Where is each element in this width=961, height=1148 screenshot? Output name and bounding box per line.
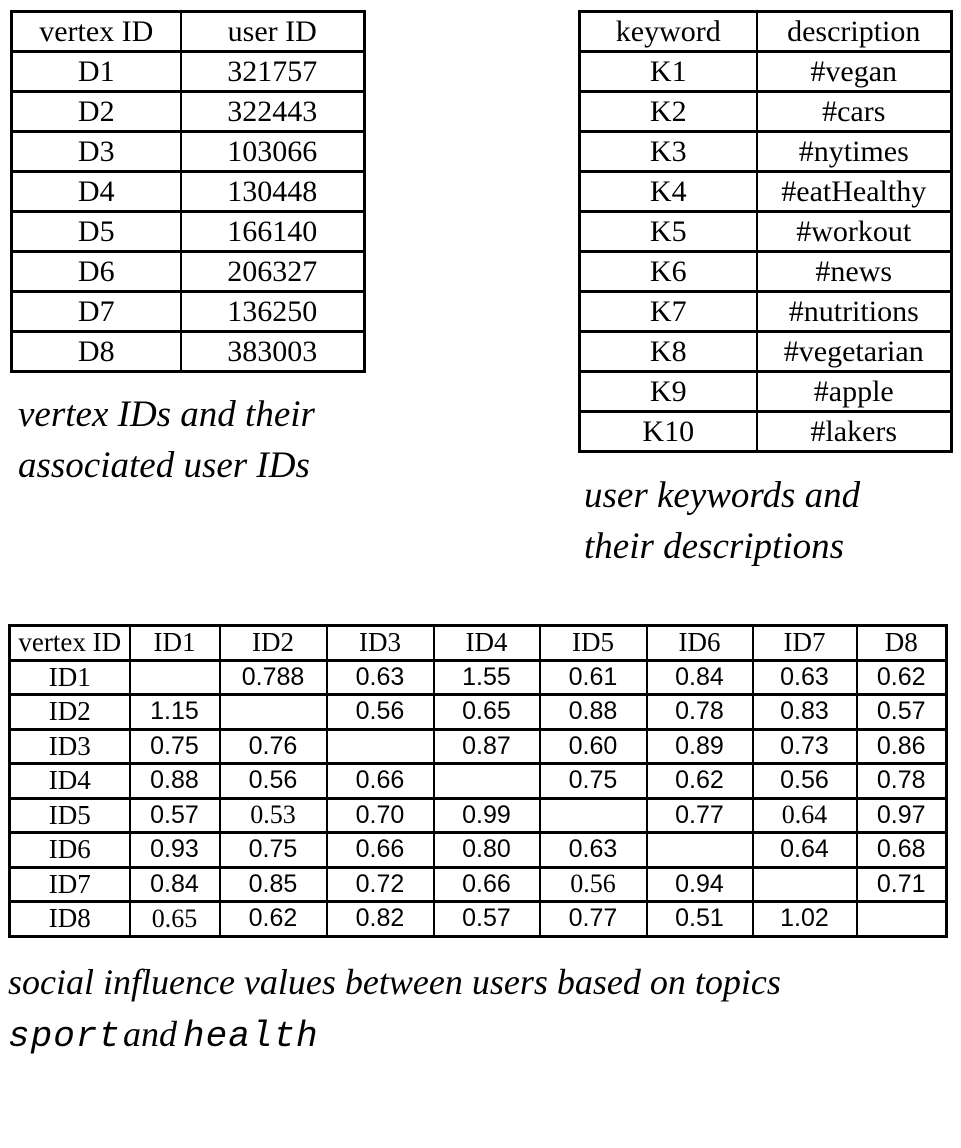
- data-cell: #nutritions: [757, 292, 952, 332]
- data-row: [10, 798, 947, 833]
- data-cell: #vegetarian: [757, 332, 952, 372]
- data-row: [10, 660, 947, 695]
- data-row: [580, 212, 952, 252]
- influence-table-caption: [8, 956, 781, 1063]
- data-cell: 0.788: [220, 660, 327, 695]
- vertex-id-table: [10, 10, 366, 373]
- data-cell: 0.61: [540, 660, 647, 695]
- data-row: [580, 252, 952, 292]
- data-cell: 0.68: [857, 833, 947, 868]
- data-cell: K10: [580, 412, 757, 452]
- header-cell: ID2: [220, 626, 327, 661]
- data-cell: 0.56: [220, 764, 327, 799]
- data-cell: 0.88: [130, 764, 220, 799]
- row-label-cell: ID1: [10, 660, 130, 695]
- header-cell: ID5: [540, 626, 647, 661]
- keyword-table: [578, 10, 953, 453]
- influence-matrix-table: [8, 624, 948, 938]
- data-cell: 0.89: [647, 729, 753, 764]
- data-cell: #apple: [757, 372, 952, 412]
- caption-line: user keywords and: [584, 475, 861, 516]
- data-cell: K5: [580, 212, 757, 252]
- data-row: [10, 695, 947, 730]
- data-row: [580, 52, 952, 92]
- data-cell: 0.73: [753, 729, 857, 764]
- topic-health-label: health: [183, 1016, 319, 1057]
- header-row: [10, 626, 947, 661]
- data-row: [10, 902, 947, 937]
- caption-line: associated user IDs: [18, 445, 310, 486]
- data-cell: 0.94: [647, 867, 753, 902]
- data-cell: 0.57: [434, 902, 540, 937]
- header-cell: ID7: [753, 626, 857, 661]
- data-row: [12, 292, 365, 332]
- data-cell: 0.80: [434, 833, 540, 868]
- data-cell: #news: [757, 252, 952, 292]
- header-cell: ID4: [434, 626, 540, 661]
- data-cell: 0.63: [753, 660, 857, 695]
- data-cell: 166140: [181, 212, 365, 252]
- data-cell: 0.57: [130, 798, 220, 833]
- data-cell: [647, 833, 753, 868]
- data-row: [580, 92, 952, 132]
- header-row: [12, 12, 365, 52]
- data-cell: K8: [580, 332, 757, 372]
- keyword-table-caption: [584, 470, 860, 572]
- data-row: [12, 212, 365, 252]
- data-cell: 0.82: [327, 902, 434, 937]
- data-cell: 0.70: [327, 798, 434, 833]
- data-cell: [753, 867, 857, 902]
- header-cell: D8: [857, 626, 947, 661]
- data-row: [580, 132, 952, 172]
- data-cell: D7: [12, 292, 181, 332]
- vertex-table-caption: [18, 389, 315, 491]
- row-label-cell: ID5: [10, 798, 130, 833]
- data-cell: [220, 695, 327, 730]
- data-cell: K2: [580, 92, 757, 132]
- data-cell: D8: [12, 332, 181, 372]
- data-cell: K6: [580, 252, 757, 292]
- data-cell: 1.55: [434, 660, 540, 695]
- data-row: [12, 252, 365, 292]
- caption-line: vertex IDs and their: [18, 394, 315, 435]
- data-cell: 0.51: [647, 902, 753, 937]
- header-cell: vertex ID: [12, 12, 181, 52]
- data-cell: 0.66: [434, 867, 540, 902]
- data-row: [10, 867, 947, 902]
- data-cell: 130448: [181, 172, 365, 212]
- data-cell: 0.99: [434, 798, 540, 833]
- data-row: [10, 833, 947, 868]
- data-cell: [327, 729, 434, 764]
- data-cell: #workout: [757, 212, 952, 252]
- data-cell: 0.64: [753, 833, 857, 868]
- data-row: [580, 372, 952, 412]
- data-cell: 0.77: [647, 798, 753, 833]
- data-cell: 0.78: [857, 764, 947, 799]
- data-cell: 1.15: [130, 695, 220, 730]
- header-cell: vertex ID: [10, 626, 130, 661]
- data-cell: 0.83: [753, 695, 857, 730]
- data-cell: K9: [580, 372, 757, 412]
- data-row: [580, 332, 952, 372]
- caption-conjunction: and: [123, 1014, 178, 1054]
- row-label-cell: ID6: [10, 833, 130, 868]
- data-cell: 0.53: [220, 798, 327, 833]
- data-cell: [540, 798, 647, 833]
- data-cell: [434, 764, 540, 799]
- header-cell: keyword: [580, 12, 757, 52]
- data-cell: 0.87: [434, 729, 540, 764]
- row-label-cell: ID7: [10, 867, 130, 902]
- data-cell: #lakers: [757, 412, 952, 452]
- topic-sport-label: sport: [8, 1016, 122, 1057]
- data-cell: K3: [580, 132, 757, 172]
- data-cell: D2: [12, 92, 181, 132]
- data-cell: 383003: [181, 332, 365, 372]
- data-cell: 0.66: [327, 764, 434, 799]
- data-cell: 0.88: [540, 695, 647, 730]
- data-cell: D1: [12, 52, 181, 92]
- data-cell: D4: [12, 172, 181, 212]
- data-row: [580, 292, 952, 332]
- data-cell: 136250: [181, 292, 365, 332]
- data-cell: K7: [580, 292, 757, 332]
- data-cell: 103066: [181, 132, 365, 172]
- data-cell: #eatHealthy: [757, 172, 952, 212]
- data-cell: #vegan: [757, 52, 952, 92]
- data-cell: 0.56: [327, 695, 434, 730]
- data-row: [12, 132, 365, 172]
- data-cell: 0.57: [857, 695, 947, 730]
- data-cell: D3: [12, 132, 181, 172]
- data-cell: 0.60: [540, 729, 647, 764]
- data-cell: 0.56: [753, 764, 857, 799]
- data-cell: 1.02: [753, 902, 857, 937]
- data-row: [580, 412, 952, 452]
- header-cell: ID6: [647, 626, 753, 661]
- data-cell: 0.78: [647, 695, 753, 730]
- influence-caption-line2: [8, 1008, 781, 1063]
- data-row: [10, 764, 947, 799]
- data-cell: 0.72: [327, 867, 434, 902]
- data-cell: 0.75: [540, 764, 647, 799]
- data-cell: 0.71: [857, 867, 947, 902]
- data-cell: 0.63: [540, 833, 647, 868]
- row-label-cell: ID8: [10, 902, 130, 937]
- row-label-cell: ID3: [10, 729, 130, 764]
- row-label-cell: ID4: [10, 764, 130, 799]
- data-cell: 0.84: [130, 867, 220, 902]
- data-cell: 0.63: [327, 660, 434, 695]
- data-row: [580, 172, 952, 212]
- data-cell: [130, 660, 220, 695]
- header-cell: description: [757, 12, 952, 52]
- data-cell: 0.86: [857, 729, 947, 764]
- data-cell: 0.65: [130, 902, 220, 937]
- data-row: [12, 172, 365, 212]
- data-cell: 0.97: [857, 798, 947, 833]
- data-cell: 0.85: [220, 867, 327, 902]
- data-cell: 206327: [181, 252, 365, 292]
- data-cell: [857, 902, 947, 937]
- data-row: [12, 92, 365, 132]
- data-row: [10, 729, 947, 764]
- data-cell: 0.75: [220, 833, 327, 868]
- data-cell: #cars: [757, 92, 952, 132]
- data-cell: 0.76: [220, 729, 327, 764]
- data-cell: D6: [12, 252, 181, 292]
- data-cell: 0.62: [220, 902, 327, 937]
- data-cell: #nytimes: [757, 132, 952, 172]
- data-cell: 0.77: [540, 902, 647, 937]
- data-cell: 0.64: [753, 798, 857, 833]
- row-label-cell: ID2: [10, 695, 130, 730]
- data-cell: 0.62: [647, 764, 753, 799]
- data-cell: K4: [580, 172, 757, 212]
- data-cell: 0.84: [647, 660, 753, 695]
- header-row: [580, 12, 952, 52]
- data-cell: 0.75: [130, 729, 220, 764]
- caption-line: their descriptions: [584, 526, 845, 567]
- header-cell: ID1: [130, 626, 220, 661]
- data-cell: 321757: [181, 52, 365, 92]
- data-row: [12, 332, 365, 372]
- data-cell: 0.62: [857, 660, 947, 695]
- data-cell: 0.93: [130, 833, 220, 868]
- data-cell: D5: [12, 212, 181, 252]
- data-cell: 0.66: [327, 833, 434, 868]
- influence-caption-line1: social influence values between users based on topics: [8, 962, 781, 1002]
- data-cell: 0.65: [434, 695, 540, 730]
- data-cell: 322443: [181, 92, 365, 132]
- header-cell: user ID: [181, 12, 365, 52]
- header-cell: ID3: [327, 626, 434, 661]
- data-row: [12, 52, 365, 92]
- data-cell: K1: [580, 52, 757, 92]
- data-cell: 0.56: [540, 867, 647, 902]
